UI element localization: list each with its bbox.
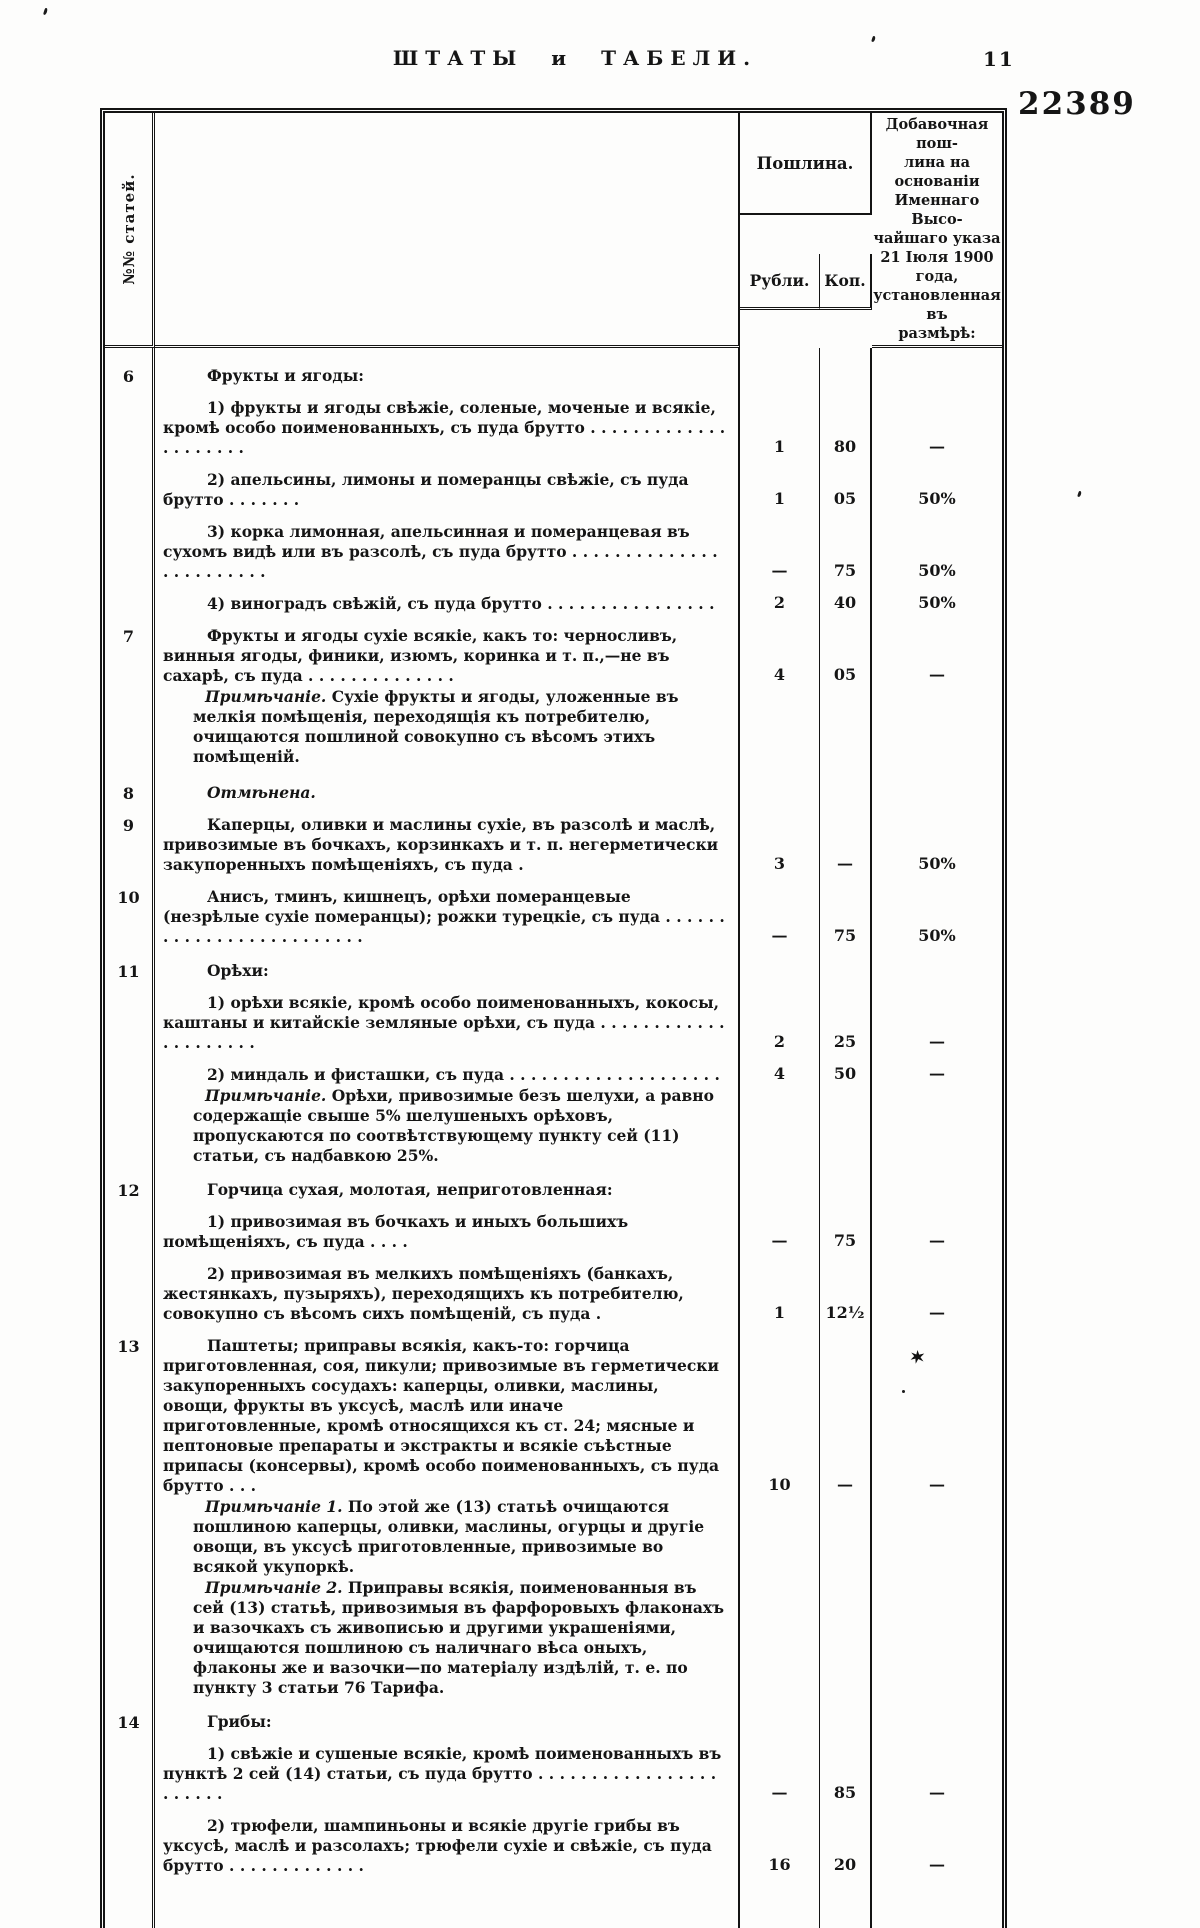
kopecks-cell [820,1496,872,1577]
article-number-cell: 9 [105,803,155,875]
description-paragraph: 1) привозимая въ бочкахъ и иныхъ большихъ помѣщеніяхъ, съ пуда . . . . [163,1212,629,1251]
additional-duty-cell [872,1876,1002,1928]
article-number-cell [105,1053,155,1085]
kopecks-cell: 12½ [820,1252,872,1324]
article-number-cell [105,1200,155,1252]
kopecks-cell [820,1085,872,1166]
description-paragraph: Каперцы, оливки и маслины сухіе, въ разсолѣ и маслѣ, привозимые въ бочкахъ, корзинкахъ и т. п. негерметически закупоренныхъ помѣщеніяхъ, съ пуда . [163,815,719,874]
rubles-cell: 1 [740,458,820,510]
note-paragraph: Примѣчаніе 1. По этой же (13) статьѣ очищаются пошлиною каперцы, оливки, маслины, огурцы и другіе овощи, въ уксусѣ приготовленные, привозимые во всякой укупоркѣ. [193,1497,705,1576]
additional-duty-cell [872,1496,1002,1577]
kopecks-cell: 05 [820,614,872,686]
additional-duty-cell: — [929,437,945,456]
kopecks-cell: 75 [820,510,872,582]
additional-duty-cell: — [929,665,945,684]
column-header-articles [105,113,155,348]
article-number-cell [105,458,155,510]
additional-duty-cell: 50% [918,593,956,612]
description-cell [155,686,740,767]
description-paragraph: 2) миндаль и фисташки, съ пуда . . . . . . . . . . . . . . . . . . . . [207,1065,720,1084]
additional-duty-cell: — [929,1064,945,1083]
description-cell [155,981,740,1053]
additional-duty-cell: — [929,1783,945,1802]
rubles-cell: 4 [740,614,820,686]
description-cell [155,1698,740,1732]
additional-duty-cell [872,767,1002,803]
article-number-cell [105,1496,155,1577]
rubles-cell: 10 [740,1324,820,1496]
kopecks-cell [820,1166,872,1200]
rubles-cell [740,1698,820,1732]
article-number-cell: 10 [105,875,155,947]
description-paragraph: Грибы: [207,1712,272,1731]
kopecks-cell: 25 [820,981,872,1053]
rubles-cell: 16 [740,1804,820,1876]
additional-duty-cell [872,348,1002,386]
description-cell [155,1732,740,1804]
description-cell [155,458,740,510]
note-paragraph: Примѣчаніе. Сухіе фрукты и ягоды, уложенные въ мелкія помѣщенія, переходящія къ потребителю, очищаются пошлиной совокупно съ вѣсомъ этихъ помѣщеній. [193,687,679,766]
kopecks-cell: 80 [820,386,872,458]
rubles-cell: 4 [740,1053,820,1085]
rubles-cell: 2 [740,582,820,614]
page-number: 11 [983,47,1015,71]
rubles-cell [740,1577,820,1698]
rubles-cell: — [740,875,820,947]
description-cell [155,1252,740,1324]
kopecks-cell: 75 [820,875,872,947]
description-paragraph: Отмѣнена. [207,783,316,802]
ink-speck [902,1390,905,1393]
rubles-cell [740,1166,820,1200]
description-cell [155,1085,740,1166]
additional-duty-cell [872,686,1002,767]
column-header-description [155,113,740,348]
rubles-cell: 1 [740,386,820,458]
kopecks-cell: 85 [820,1732,872,1804]
kopecks-cell: 40 [820,582,872,614]
kopecks-cell: — [820,1324,872,1496]
kopecks-cell [820,348,872,386]
description-cell [155,1496,740,1577]
additional-duty-cell: — [929,1475,945,1494]
description-cell [155,1053,740,1085]
description-cell [155,614,740,686]
description-cell [155,348,740,386]
description-paragraph: Фрукты и ягоды: [207,366,364,385]
rubles-cell: 2 [740,981,820,1053]
rubles-cell [740,1085,820,1166]
tariff-table [100,108,1007,1928]
additional-duty-cell [872,1085,1002,1166]
column-header-rubles: Рубли. [740,254,820,310]
note-paragraph: Примѣчаніе. Орѣхи, привозимые безъ шелухи, а равно содержащіе свыше 5% шелушеныхъ орѣховъ, пропускаются по соотвѣтствующему пункту сей (11) статьи, съ надбавкою 25%. [193,1086,714,1165]
kopecks-cell: — [820,803,872,875]
kopecks-cell: 05 [820,458,872,510]
kopecks-cell [820,767,872,803]
additional-duty-cell [872,1166,1002,1200]
article-number-cell [105,1804,155,1876]
rubles-cell: — [740,510,820,582]
description-cell [155,1876,740,1928]
article-number-cell [105,1085,155,1166]
description-cell [155,1166,740,1200]
article-number-cell: 6 [105,348,155,386]
article-number-cell: 7 [105,614,155,686]
column-header-kopecks: Коп. [820,254,872,310]
rubles-cell: 1 [740,1252,820,1324]
kopecks-cell [820,1876,872,1928]
description-paragraph: 1) фрукты и ягоды свѣжіе, соленые, моченые и всякіе, кромѣ особо поименованныхъ, съ пуда брутто . . . . . . . . . . . . . . . . . . . . . [163,398,726,457]
description-cell [155,947,740,981]
article-number-cell [105,686,155,767]
rubles-cell [740,1496,820,1577]
article-number-cell [105,1577,155,1698]
articles-vertical-label: №№ статей. [119,173,138,285]
kopecks-cell: 20 [820,1804,872,1876]
description-paragraph: 2) апельсины, лимоны и померанцы свѣжіе, съ пуда брутто . . . . . . . [163,470,689,509]
description-paragraph: 1) орѣхи всякіе, кромѣ особо поименованныхъ, кокосы, каштаны и китайскіе земляные орѣхи, съ пуда . . . . . . . . . . . . . . . . . . . . . [163,993,725,1052]
kopecks-cell [820,1698,872,1732]
description-paragraph: 2) привозимая въ мелкихъ помѣщеніяхъ (банкахъ, жестянкахъ, пузыряхъ), переходящихъ къ потребителю, совокупно съ вѣсомъ сихъ помѣщеній, съ пуда . [163,1264,684,1323]
rubles-cell: — [740,1200,820,1252]
additional-duty-cell: — [929,1303,945,1322]
description-cell [155,1577,740,1698]
description-cell [155,510,740,582]
article-number-cell: 13 [105,1324,155,1496]
description-paragraph: Фрукты и ягоды сухіе всякіе, какъ то: черносливъ, винныя ягоды, финики, изюмъ, коринка и т. п.,—не въ сахарѣ, съ пуда . . . . . . . . . . . . . . [163,626,678,685]
additional-duty-cell: — [929,1231,945,1250]
description-cell [155,767,740,803]
note-paragraph: Примѣчаніе 2. Приправы всякія, поименованныя въ сей (13) статьѣ, привозимыя въ фарфоровыхъ флаконахъ и вазочкахъ съ живописью и другими украшеніями, очищаются пошлиною съ наличнаго вѣса оныхъ, флаконы же и вазочки—по матеріалу издѣлій, т. е. по пункту 3 статьи 76 Тарифа. [193,1578,724,1697]
kopecks-cell: 50 [820,1053,872,1085]
article-number-cell [105,1252,155,1324]
rubles-cell [740,1876,820,1928]
additional-duty-cell: 50% [918,926,956,945]
article-number-cell [105,1876,155,1928]
description-cell [155,386,740,458]
article-number-cell: 8 [105,767,155,803]
column-header-additional-duty: Добавочная пош- лина на основаніи Именнаго Высо- чайшаго указа 21 Іюля 1900 года, установленная въ размѣрѣ: [872,113,1002,348]
article-number-cell [105,582,155,614]
document-number: 22389 [1018,86,1136,122]
page-title: ШТАТЫ и ТАБЕЛИ. [392,46,758,70]
article-number-cell [105,510,155,582]
description-cell [155,582,740,614]
description-paragraph: 4) виноградъ свѣжій, съ пуда брутто . . . . . . . . . . . . . . . . [207,594,715,613]
description-paragraph: Горчица сухая, молотая, неприготовленная: [207,1180,613,1199]
rubles-cell [740,686,820,767]
ink-speck [1077,491,1082,498]
description-cell [155,1324,740,1496]
description-paragraph: Анисъ, тминъ, кишнецъ, орѣхи померанцевые (незрѣлые сухіе померанцы); рожки турецкіе, съ пуда . . . . . . . . . . . . . . . . . . . . . . . . . [163,887,725,946]
article-number-cell: 12 [105,1166,155,1200]
additional-duty-cell: 50% [918,561,956,580]
kopecks-cell [820,1577,872,1698]
description-paragraph: 3) корка лимонная, апельсинная и померанцевая въ сухомъ видѣ или въ разсолѣ, съ пуда брутто . . . . . . . . . . . . . . . . . . . . . . . . [163,522,718,581]
article-number-cell: 11 [105,947,155,981]
additional-duty-cell [872,1577,1002,1698]
description-cell [155,803,740,875]
kopecks-cell [820,686,872,767]
rubles-cell [740,767,820,803]
article-number-cell [105,386,155,458]
additional-duty-cell: — [929,1032,945,1051]
additional-duty-cell: 50% [918,489,956,508]
article-number-cell [105,981,155,1053]
rubles-cell: 3 [740,803,820,875]
additional-duty-cell [872,1698,1002,1732]
rubles-cell [740,947,820,981]
description-paragraph: Орѣхи: [207,961,269,980]
article-number-cell [105,1732,155,1804]
column-header-duty: Пошлина. [740,113,872,215]
ink-speck [43,8,48,16]
description-cell [155,1200,740,1252]
description-cell [155,875,740,947]
additional-duty-cell [872,947,1002,981]
ink-speck [871,36,876,43]
kopecks-cell: 75 [820,1200,872,1252]
additional-duty-cell: — [929,1855,945,1874]
description-paragraph: 2) трюфели, шампиньоны и всякіе другіе грибы въ уксусѣ, маслѣ и разсолахъ; трюфели сухіе и свѣжіе, съ пуда брутто . . . . . . . . . . . . . [163,1816,712,1875]
rubles-cell: — [740,1732,820,1804]
rubles-cell [740,348,820,386]
additional-duty-cell: 50% [918,854,956,873]
description-paragraph: 1) свѣжіе и сушеные всякіе, кромѣ поименованныхъ въ пунктѣ 2 сей (14) статьи, съ пуда брутто . . . . . . . . . . . . . . . . . . . . . . . [163,1744,722,1803]
kopecks-cell [820,947,872,981]
description-cell [155,1804,740,1876]
description-paragraph: Паштеты; приправы всякія, какъ-то: горчица приготовленная, соя, пикули; привозимые въ герметически закупоренныхъ сосудахъ: каперцы, оливки, маслины, овощи, фрукты въ уксусѣ, маслѣ или иначе приготовленные, кромѣ относящихся къ ст. 24; мясные и пептоновые препараты и экстракты и всякіе съѣстные припасы (консервы), кромѣ особо поименованныхъ, съ пуда брутто . . . [163,1336,720,1495]
article-number-cell: 14 [105,1698,155,1732]
